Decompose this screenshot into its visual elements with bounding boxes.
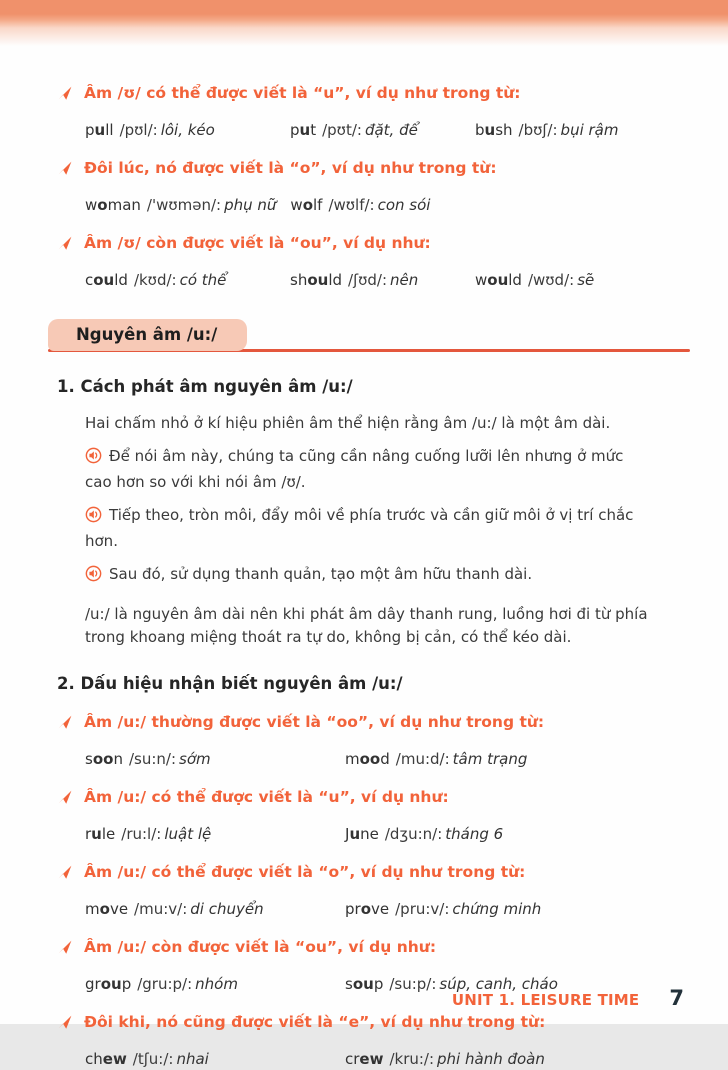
word-entry xyxy=(345,748,688,770)
word-entry xyxy=(345,898,688,920)
bullet-block xyxy=(57,712,688,770)
ipa-transcription: /su:p/: xyxy=(389,975,437,993)
word-entry xyxy=(85,823,345,845)
word-pre: J xyxy=(345,825,350,843)
word xyxy=(475,271,522,289)
ipa-transcription: /dʒu:n/: xyxy=(384,825,443,843)
word-entry xyxy=(290,119,475,141)
pronunciation-step xyxy=(85,563,651,589)
word-pre: gr xyxy=(85,975,101,993)
word-bold: u xyxy=(349,825,361,843)
meaning: sớm xyxy=(179,750,211,768)
word xyxy=(85,750,123,768)
word-pre: w xyxy=(85,196,98,214)
page-content xyxy=(0,46,728,1070)
meaning: có thể xyxy=(179,271,227,289)
word-bold: ou xyxy=(487,271,509,289)
subsection-2-title: 2. Dấu hiệu nhận biết nguyên âm /u:/ xyxy=(57,674,403,693)
arrow-ne-icon xyxy=(57,160,73,182)
word-bold: oo xyxy=(92,750,114,768)
ipa-transcription: /mu:d/: xyxy=(395,750,450,768)
meaning: bụi rậm xyxy=(560,121,619,139)
meaning: phụ nữ xyxy=(224,196,277,214)
page-number: 7 xyxy=(669,986,684,1010)
ipa-transcription: /mu:v/: xyxy=(134,900,188,918)
meaning: di chuyển xyxy=(190,900,264,918)
meaning: luật lệ xyxy=(164,825,212,843)
subsection-1-title: 1. Cách phát âm nguyên âm /u:/ xyxy=(57,377,353,396)
word-bold: u xyxy=(299,121,311,139)
word-post: p xyxy=(373,975,384,993)
meaning: phi hành đoàn xyxy=(437,1050,545,1068)
ipa-transcription: /su:n/: xyxy=(128,750,177,768)
word-entry xyxy=(85,898,345,920)
word-post: ld xyxy=(114,271,128,289)
entry-row xyxy=(85,748,688,770)
word xyxy=(475,121,513,139)
meaning: nhai xyxy=(176,1050,209,1068)
bullet-heading: Âm /u:/ còn được viết là “ou”, ví dụ như: xyxy=(84,938,437,956)
word-entry xyxy=(290,194,430,216)
entry-row xyxy=(85,269,688,291)
word-entry xyxy=(85,269,290,291)
word-bold: ou xyxy=(307,271,329,289)
speaker-audio-icon xyxy=(85,506,102,530)
word-bold: o xyxy=(360,900,372,918)
ipa-transcription: /kʊd/: xyxy=(133,271,177,289)
ipa-transcription: /tʃu:/: xyxy=(132,1050,174,1068)
intro-paragraph: Hai chấm nhỏ ở kí hiệu phiên âm thể hiện rằng âm /u:/ là một âm dài. xyxy=(85,414,611,432)
ipa-transcription: /ru:l/: xyxy=(121,825,162,843)
pronunciation-steps xyxy=(57,445,688,589)
word-post: ld xyxy=(328,271,343,289)
word-bold: o xyxy=(302,196,313,214)
word-pre: c xyxy=(85,271,94,289)
page-top-scan-edge xyxy=(0,0,728,46)
word-post: ve xyxy=(371,900,390,918)
section-tab xyxy=(48,319,247,351)
meaning: súp, canh, cháo xyxy=(439,975,558,993)
word xyxy=(290,196,322,214)
word-bold: ou xyxy=(93,271,115,289)
ipa-transcription: /pru:v/: xyxy=(395,900,450,918)
ipa-transcription: /wʊd/: xyxy=(527,271,575,289)
ipa-transcription: /pʊt/: xyxy=(322,121,362,139)
bullet-heading: Đôi lúc, nó được viết là “o”, ví dụ như trong từ: xyxy=(84,159,497,177)
ipa-transcription: /bʊʃ/: xyxy=(518,121,558,139)
word xyxy=(345,1050,383,1068)
speaker-audio-icon xyxy=(85,447,102,471)
word-entry xyxy=(345,1048,688,1070)
word xyxy=(345,825,379,843)
arrow-ne-icon xyxy=(57,789,73,811)
word-entry xyxy=(85,748,345,770)
bullet-block xyxy=(57,1012,688,1070)
word-bold: o xyxy=(97,196,108,214)
entry-row xyxy=(85,119,688,141)
pronunciation-step xyxy=(85,445,651,494)
word-entry xyxy=(85,119,290,141)
bullet-heading-row xyxy=(57,1012,688,1036)
entry-row xyxy=(85,823,688,845)
word-post: ve xyxy=(109,900,129,918)
pronunciation-step xyxy=(85,504,651,553)
word-pre: s xyxy=(85,750,93,768)
word-pre: m xyxy=(345,750,360,768)
bullet-heading: Âm /ʊ/ còn được viết là “ou”, ví dụ như: xyxy=(84,234,431,252)
word xyxy=(345,975,383,993)
word xyxy=(290,271,342,289)
word-pre: w xyxy=(290,196,303,214)
word-post: t xyxy=(310,121,317,139)
bullet-heading: Âm /u:/ có thể được viết là “o”, ví dụ như trong từ: xyxy=(84,863,526,881)
word xyxy=(85,825,115,843)
ipa-transcription: /gru:p/: xyxy=(137,975,193,993)
word-post: p xyxy=(121,975,132,993)
vowel-u-long-spellings-section xyxy=(57,712,688,1070)
meaning: nên xyxy=(390,271,419,289)
meaning: tâm trạng xyxy=(452,750,528,768)
meaning: chứng minh xyxy=(452,900,542,918)
ipa-transcription: /wʊlf/: xyxy=(328,196,375,214)
ipa-transcription: /kru:/: xyxy=(389,1050,435,1068)
step-text: Tiếp theo, tròn môi, đẩy môi về phía trước và cần giữ môi ở vị trí chắc hơn. xyxy=(85,506,634,550)
word-post: ll xyxy=(105,121,114,139)
word-pre: pr xyxy=(345,900,361,918)
word-entry xyxy=(85,1048,345,1070)
word-post: man xyxy=(107,196,141,214)
entry-row xyxy=(85,898,688,920)
meaning: lôi, kéo xyxy=(160,121,215,139)
speaker-audio-icon xyxy=(85,565,102,589)
word xyxy=(85,900,128,918)
bullet-heading: Âm /ʊ/ có thể được viết là “u”, ví dụ như trong từ: xyxy=(84,84,521,102)
word-entry xyxy=(290,269,475,291)
bullet-block xyxy=(57,83,688,141)
word-pre: r xyxy=(85,825,92,843)
step-text: Để nói âm này, chúng ta cũng cần nâng cuống lưỡi lên nhưng ở mức cao hơn so với khi nói âm /ʊ/. xyxy=(85,447,624,491)
bullet-heading-row xyxy=(57,712,688,736)
entry-row xyxy=(85,1048,688,1070)
word-bold: u xyxy=(91,825,102,843)
bullet-heading: Âm /u:/ có thể được viết là “u”, ví dụ như: xyxy=(84,788,449,806)
unit-label: UNIT 1. LEISURE TIME xyxy=(451,991,640,1009)
word xyxy=(290,121,316,139)
word-pre: p xyxy=(85,121,95,139)
word-pre: s xyxy=(345,975,353,993)
bullet-block xyxy=(57,862,688,920)
meaning: con sói xyxy=(377,196,431,214)
word xyxy=(85,196,141,214)
word-pre: w xyxy=(475,271,488,289)
bullet-heading-row xyxy=(57,862,688,886)
word-bold: oo xyxy=(359,750,381,768)
word-bold: u xyxy=(94,121,106,139)
word-bold: ou xyxy=(352,975,374,993)
word-pre: ch xyxy=(85,1050,103,1068)
word-entry xyxy=(475,269,688,291)
bullet-heading-row xyxy=(57,937,688,961)
word-pre: cr xyxy=(345,1050,360,1068)
vowel-u-short-spellings-section xyxy=(57,83,688,291)
word xyxy=(85,1050,127,1068)
word-bold: ou xyxy=(100,975,122,993)
word-post: ne xyxy=(360,825,379,843)
word xyxy=(85,271,128,289)
word-entry xyxy=(85,194,276,216)
word-post: sh xyxy=(495,121,513,139)
bullet-heading: Đôi khi, nó cũng được viết là “e”, ví dụ như trong từ: xyxy=(84,1013,546,1031)
meaning: đặt, để xyxy=(364,121,418,139)
word-pre: b xyxy=(475,121,485,139)
word-entry xyxy=(475,119,688,141)
word-bold: ew xyxy=(102,1050,127,1068)
arrow-ne-icon xyxy=(57,714,73,736)
meaning: tháng 6 xyxy=(445,825,504,843)
bullet-heading-row xyxy=(57,158,688,182)
word-post: d xyxy=(380,750,390,768)
word-bold: ew xyxy=(359,1050,384,1068)
page-footer xyxy=(452,986,684,1010)
arrow-ne-icon xyxy=(57,85,73,107)
bullet-heading-row xyxy=(57,83,688,107)
bullet-heading-row xyxy=(57,233,688,257)
word-pre: m xyxy=(85,900,100,918)
arrow-ne-icon xyxy=(57,1014,73,1036)
arrow-ne-icon xyxy=(57,235,73,257)
bullet-block xyxy=(57,233,688,291)
word xyxy=(345,750,390,768)
outro-paragraph: /u:/ là nguyên âm dài nên khi phát âm dây thanh rung, luồng hơi đi từ phía trong khoang miệng thoát ra tự do, không bị cản, có thể kéo dài. xyxy=(85,605,648,646)
word-pre: p xyxy=(290,121,300,139)
word-post: le xyxy=(101,825,116,843)
word-post: lf xyxy=(313,196,323,214)
word-bold: o xyxy=(99,900,110,918)
meaning: nhóm xyxy=(195,975,238,993)
step-text: Sau đó, sử dụng thanh quản, tạo một âm hữu thanh dài. xyxy=(109,565,533,583)
arrow-ne-icon xyxy=(57,864,73,886)
word xyxy=(85,975,131,993)
word-bold: u xyxy=(484,121,496,139)
word-entry xyxy=(345,823,688,845)
word-post: ld xyxy=(508,271,522,289)
word-pre: sh xyxy=(290,271,308,289)
arrow-ne-icon xyxy=(57,939,73,961)
bullet-heading-row xyxy=(57,787,688,811)
ipa-transcription: /ʃʊd/: xyxy=(348,271,388,289)
bullet-block xyxy=(57,158,688,216)
entry-row xyxy=(85,194,688,216)
bullet-block xyxy=(57,787,688,845)
ipa-transcription: /'wʊmən/: xyxy=(146,196,222,214)
meaning: sẽ xyxy=(577,271,595,289)
word xyxy=(345,900,389,918)
word-post: n xyxy=(113,750,123,768)
word xyxy=(85,121,114,139)
bullet-heading: Âm /u:/ thường được viết là “oo”, ví dụ như trong từ: xyxy=(84,713,545,731)
word-entry xyxy=(85,973,345,995)
ipa-transcription: /pʊl/: xyxy=(119,121,158,139)
section-tab-label: Nguyên âm /u:/ xyxy=(76,325,218,344)
